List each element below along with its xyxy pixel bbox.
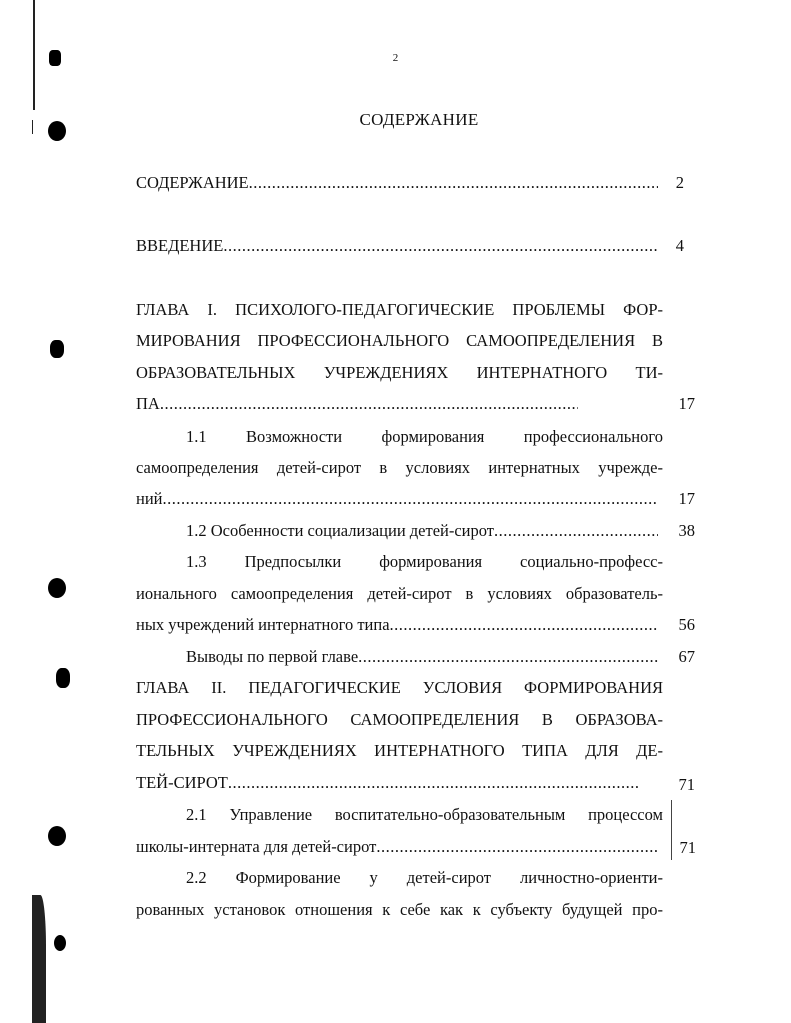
toc-page-number: 56: [678, 615, 695, 634]
toc-leader-dots: [494, 521, 658, 541]
punch-hole-mark: [50, 340, 64, 358]
toc-leader-dots: [160, 394, 578, 414]
toc-page-number: 17: [678, 489, 695, 508]
toc-leader-dots: [376, 837, 658, 857]
punch-hole-mark: [48, 826, 66, 846]
toc-section-2-1-line: 2.1 Управление воспитательно-образовательным процессом: [186, 805, 663, 824]
page-number: 2: [392, 52, 399, 64]
toc-chapter1-line: ГЛАВА I. ПСИХОЛОГО-ПЕДАГОГИЧЕСКИЕ ПРОБЛЕМЫ ФОР-: [136, 300, 663, 319]
toc-entry-label: Выводы по первой главе: [186, 647, 359, 666]
toc-page-number: 4: [675, 236, 684, 255]
toc-leader-dots: [163, 489, 659, 509]
toc-entry-section-1-1[interactable]: [136, 489, 658, 509]
toc-leader-dots: [249, 173, 658, 193]
toc-leader-dots: [358, 647, 658, 667]
toc-entry-label: ных учреждений интернатного типа: [136, 615, 390, 634]
toc-entry-intro[interactable]: [136, 236, 658, 256]
toc-chapter2-line: ГЛАВА II. ПЕДАГОГИЧЕСКИЕ УСЛОВИЯ ФОРМИРОВАНИЯ: [136, 678, 663, 697]
punch-hole-mark: [54, 935, 66, 951]
toc-entry-conclusions-1[interactable]: [186, 647, 658, 667]
toc-leader-dots: [223, 236, 658, 256]
toc-chapter1-line: ОБРАЗОВАТЕЛЬНЫХ УЧРЕЖДЕНИЯХ ИНТЕРНАТНОГО ТИ-: [136, 363, 663, 382]
toc-entry-chapter2[interactable]: [136, 773, 638, 793]
scan-dark-edge: [32, 895, 46, 1023]
toc-chapter1-line: МИРОВАНИЯ ПРОФЕССИОНАЛЬНОГО САМООПРЕДЕЛЕНИЯ В: [136, 331, 663, 350]
toc-leader-dots: [228, 773, 638, 793]
toc-entry-section-1-3[interactable]: [136, 615, 658, 635]
toc-page-number: 17: [678, 394, 695, 413]
toc-page-number: 71: [678, 775, 695, 794]
page-title: СОДЕРЖАНИЕ: [359, 110, 479, 129]
toc-entry-label: ПА: [136, 394, 160, 413]
punch-hole-mark: [48, 578, 66, 598]
toc-section-1-1-line: самоопределения детей-сирот в условиях интернатных учрежде-: [136, 458, 663, 477]
toc-entry-chapter1[interactable]: [136, 394, 578, 414]
toc-page-number: 71: [679, 838, 696, 857]
toc-leader-dots: [390, 615, 658, 635]
toc-chapter2-line: ПРОФЕССИОНАЛЬНОГО САМООПРЕДЕЛЕНИЯ В ОБРАЗОВА-: [136, 710, 663, 729]
toc-section-1-3-line: 1.3 Предпосылки формирования социально-професс-: [186, 552, 663, 571]
punch-hole-mark: [56, 668, 70, 688]
toc-section-2-2-line: рованных установок отношения к себе как к субъекту будущей про-: [136, 900, 663, 919]
toc-page-number: 2: [675, 173, 684, 192]
toc-entry-contents[interactable]: [136, 173, 658, 193]
toc-chapter2-line: ТЕЛЬНЫХ УЧРЕЖДЕНИЯХ ИНТЕРНАТНОГО ТИПА ДЛЯ ДЕ-: [136, 741, 663, 760]
toc-entry-label: СОДЕРЖАНИЕ: [136, 173, 249, 192]
toc-entry-section-2-1[interactable]: [136, 837, 658, 857]
toc-entry-section-1-2[interactable]: [186, 521, 658, 541]
toc-entry-label: ний: [136, 489, 163, 508]
toc-section-1-3-line: ионального самоопределения детей-сирот в условиях образователь-: [136, 584, 663, 603]
toc-entry-label: школы-интерната для детей-сирот: [136, 837, 377, 856]
toc-page-number: 67: [678, 647, 695, 666]
toc-entry-label: ВВЕДЕНИЕ: [136, 236, 224, 255]
toc-page-number: 38: [678, 521, 695, 540]
toc-section-1-1-line: 1.1 Возможности формирования профессионального: [186, 427, 663, 446]
toc-entry-label: 1.2 Особенности социализации детей-сирот: [186, 521, 494, 540]
toc-section-2-2-line: 2.2 Формирование у детей-сирот личностно-ориенти-: [186, 868, 663, 887]
toc-entry-label: ТЕЙ-СИРОТ: [136, 773, 228, 792]
